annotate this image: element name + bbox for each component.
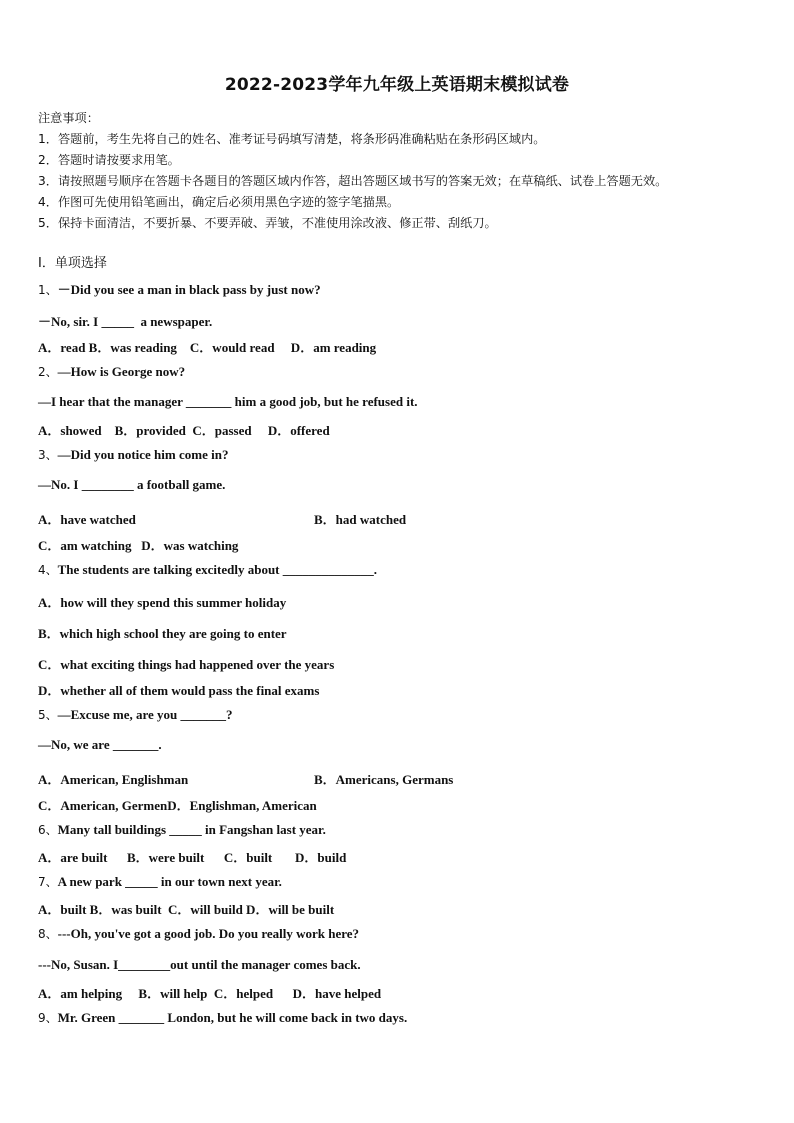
notes-item: 5．保持卡面清洁，不要折暴、不要弄破、弄皱，不准使用涂改液、修正带、刮纸刀。	[38, 216, 497, 230]
question-8-options: A．am helping B．will help C．helped D．have helped	[38, 986, 382, 1001]
question-3	[38, 446, 228, 463]
question-8-response: ---No, Susan. I________out until the manager comes back.	[38, 957, 361, 972]
question-5-options-cd: C．American, GermenD．Englishman, American	[38, 798, 317, 813]
notes-item: 2．答题时请按要求用笔。	[38, 153, 180, 167]
question-7-options: A．built B．was built C．will build D．will be built	[38, 902, 335, 917]
exam-title: 2022-2023学年九年级上英语期末模拟试卷	[224, 75, 570, 95]
question-stem: －Did you see a man in black pass by just now?	[57, 282, 321, 297]
question-number: 1、	[38, 283, 58, 297]
question-4-option-d: D．whether all of them would pass the final exams	[38, 683, 320, 698]
question-6-options: A．are built B．were built C．built D．build	[38, 850, 347, 865]
question-4-option-a: A．how will they spend this summer holiday	[38, 595, 287, 610]
question-number: 5、	[38, 708, 58, 722]
question-stem: —Did you notice him come in?	[57, 447, 229, 462]
question-3-option-b: B．had watched	[314, 512, 407, 527]
question-9	[38, 1009, 407, 1026]
notes-heading: 注意事项：	[38, 111, 99, 125]
question-number: 4、	[38, 563, 58, 577]
question-2-options: A．showed B．provided C．passed D．offered	[38, 423, 330, 438]
notes-item: 4．作图可先使用铅笔画出，确定后必须用黑色字迹的签字笔描黑。	[38, 195, 400, 209]
question-number: 6、	[38, 823, 58, 837]
question-6	[38, 821, 326, 838]
question-5	[38, 706, 233, 723]
question-3-response: —No. I ________ a football game.	[38, 477, 226, 492]
question-1	[38, 279, 321, 298]
question-3-options-cd: C．am watching D．was watching	[38, 538, 239, 553]
question-number: 7、	[38, 875, 58, 889]
question-stem: The students are talking excitedly about ______________.	[57, 562, 377, 577]
question-3-option-a: A．have watched	[38, 512, 136, 527]
question-stem: Mr. Green _______ London, but he will come back in two days.	[57, 1010, 408, 1025]
question-stem: —Excuse me, are you _______?	[57, 707, 233, 722]
question-number: 2、	[38, 365, 58, 379]
question-4-option-c: C．what exciting things had happened over the years	[38, 657, 335, 672]
question-1-options: A．read B．was reading C．would read D．am reading	[38, 340, 377, 355]
question-5-option-b: B．Americans, Germans	[314, 772, 454, 787]
notes-item: 1．答题前，考生先将自己的姓名、准考证号码填写清楚，将条形码准确粘贴在条形码区域内。	[38, 132, 546, 146]
question-7	[38, 873, 282, 890]
question-4-option-b: B．which high school they are going to enter	[38, 626, 287, 641]
notes-item: 3．请按照题号顺序在答题卡各题目的答题区域内作答，超出答题区域书写的答案无效；在草稿纸、试卷上答题无效。	[38, 174, 668, 188]
question-number: 9、	[38, 1011, 58, 1025]
question-number: 3、	[38, 448, 58, 462]
question-2-response: —I hear that the manager _______ him a good job, but he refused it.	[38, 394, 418, 409]
question-stem: A new park _____ in our town next year.	[57, 874, 282, 889]
question-5-response: —No, we are _______.	[38, 737, 162, 752]
question-number: 8、	[38, 927, 58, 941]
notes-block	[38, 108, 778, 234]
question-stem: ---Oh, you've got a good job. Do you really work here?	[57, 926, 360, 941]
question-1-response: －No, sir. I _____ a newspaper.	[38, 314, 213, 329]
section-title: Ⅰ．单项选择	[38, 256, 107, 271]
question-8	[38, 925, 359, 942]
question-stem: —How is George now?	[57, 364, 186, 379]
question-stem: Many tall buildings _____ in Fangshan last year.	[57, 822, 326, 837]
question-5-option-a: A．American, Englishman	[38, 772, 189, 787]
question-4	[38, 561, 377, 578]
question-2	[38, 363, 185, 380]
